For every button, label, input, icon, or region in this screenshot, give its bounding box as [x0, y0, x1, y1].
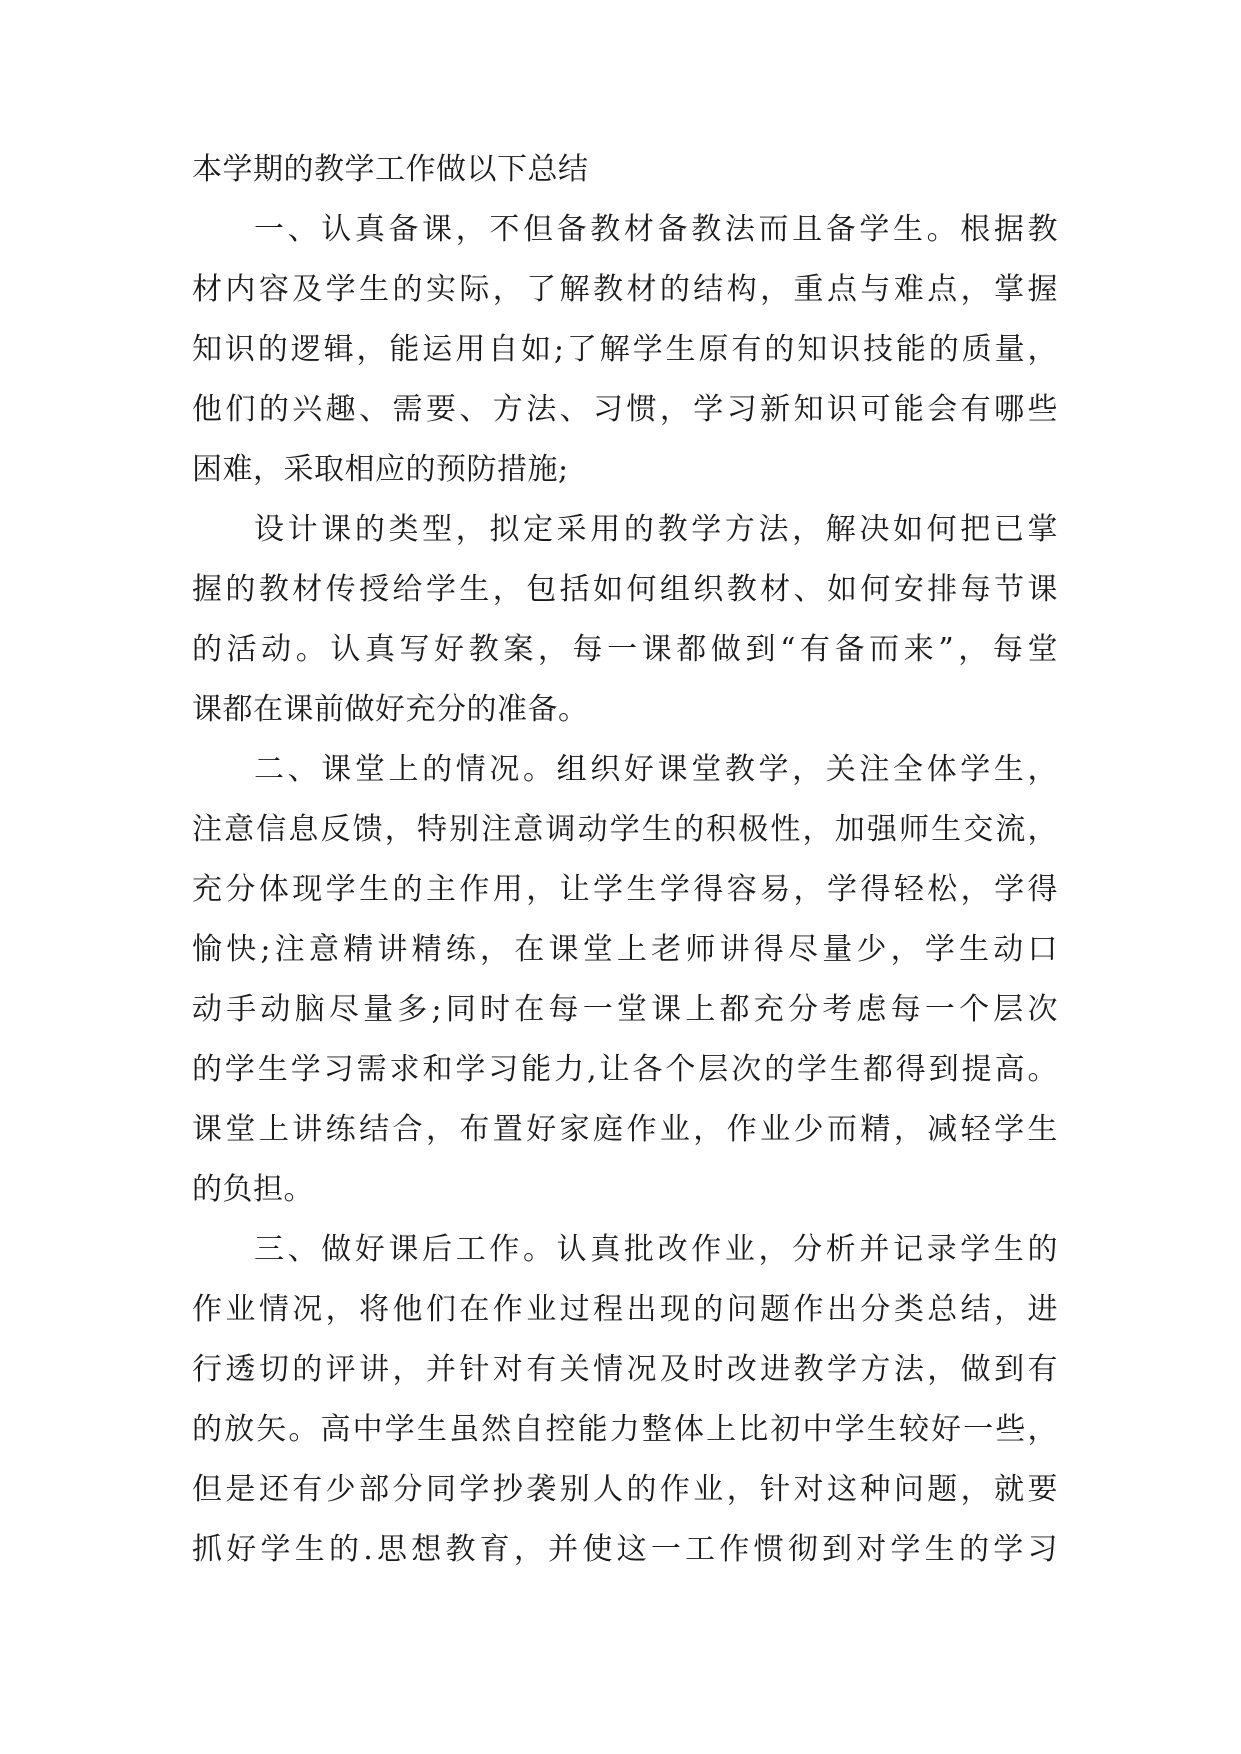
text-line: 行透切的评讲，并针对有关情况及时改进教学方法，做到有 — [192, 1352, 1058, 1387]
paragraph-intro — [192, 140, 1058, 200]
text-line: 二、课堂上的情况。组织好课堂教学，关注全体学生， — [254, 752, 1058, 787]
text-line: 作业情况，将他们在作业过程出现的问题作出分类总结，进 — [192, 1292, 1058, 1327]
text-line: 的放矢。高中学生虽然自控能力整体上比初中学生较好一些， — [192, 1412, 1058, 1447]
paragraph-section-1-cont — [192, 500, 1058, 740]
text-line: 注意信息反馈，特别注意调动学生的积极性，加强师生交流， — [192, 812, 1058, 847]
text-line: 困难，采取相应的预防措施; — [192, 452, 569, 487]
text-line: 课堂上讲练结合，布置好家庭作业，作业少而精，减轻学生 — [192, 1112, 1058, 1147]
text-line: 握的教材传授给学生，包括如何组织教材、如何安排每节课 — [192, 572, 1058, 607]
text-line: 知识的逻辑，能运用自如;了解学生原有的知识技能的质量， — [192, 332, 1058, 367]
text-line: 动手动脑尽量多;同时在每一堂课上都充分考虑每一个层次 — [192, 992, 1058, 1027]
document-page — [192, 140, 1058, 1580]
text-line: 愉快;注意精讲精练，在课堂上老师讲得尽量少，学生动口 — [192, 932, 1058, 967]
text-line: 但是还有少部分同学抄袭别人的作业，针对这种问题，就要 — [192, 1472, 1058, 1507]
paragraph-section-2 — [192, 740, 1058, 1220]
text-line: 材内容及学生的实际，了解教材的结构，重点与难点，掌握 — [192, 272, 1058, 307]
paragraph-section-3 — [192, 1220, 1058, 1580]
paragraph-section-1 — [192, 200, 1058, 500]
text-line: 设计课的类型，拟定采用的教学方法，解决如何把已掌 — [254, 512, 1058, 547]
text-line: 的学生学习需求和学习能力,让各个层次的学生都得到提高。 — [192, 1052, 1058, 1087]
text-line: 抓好学生的.思想教育，并使这一工作惯彻到对学生的学习 — [192, 1532, 1058, 1567]
text-line: 的活动。认真写好教案，每一课都做到“有备而来”，每堂 — [192, 632, 1058, 667]
text-line: 一、认真备课，不但备教材备教法而且备学生。根据教 — [254, 212, 1058, 247]
text-line: 本学期的教学工作做以下总结 — [192, 152, 589, 187]
text-line: 的负担。 — [192, 1172, 314, 1207]
text-line: 他们的兴趣、需要、方法、习惯，学习新知识可能会有哪些 — [192, 392, 1058, 427]
text-line: 课都在课前做好充分的准备。 — [192, 692, 589, 727]
text-line: 三、做好课后工作。认真批改作业，分析并记录学生的 — [254, 1232, 1058, 1267]
text-line: 充分体现学生的主作用，让学生学得容易，学得轻松，学得 — [192, 872, 1058, 907]
